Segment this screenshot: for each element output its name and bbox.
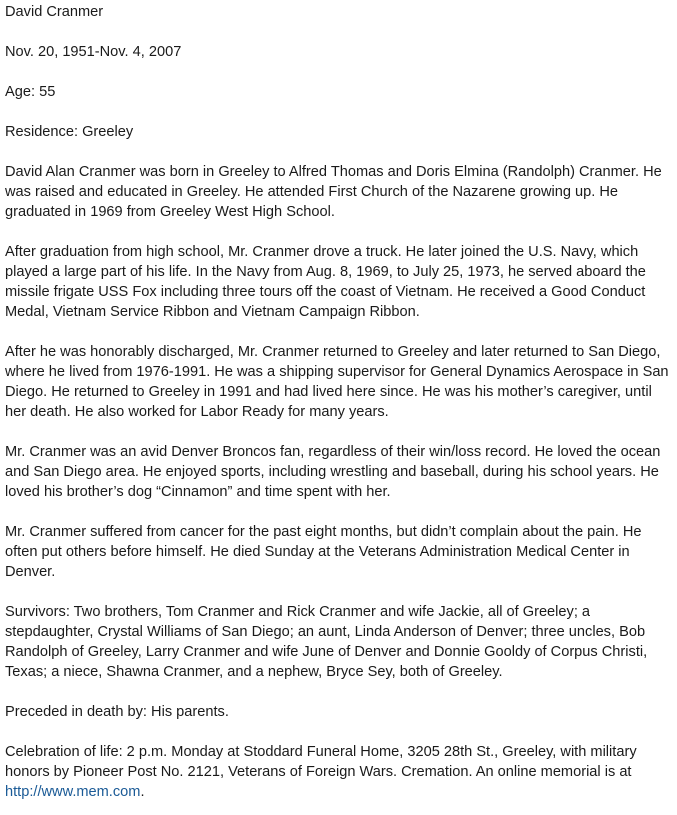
celebration-paragraph [5, 742, 672, 802]
navy-paragraph: After graduation from high school, Mr. Cranmer drove a truck. He later joined the U.S. Navy, which played a large part of his life. In the Navy from Aug. 8, 1969, to July 25, 1973, he served aboard the missile frigate USS Fox including three tours off the coast of Vietnam. He received a Good Conduct Medal, Vietnam Service Ribbon and Vietnam Campaign Ribbon. [5, 244, 646, 320]
interests-paragraph: Mr. Cranmer was an avid Denver Broncos fan, regardless of their win/loss record. He loved the ocean and San Diego area. He enjoyed sports, including wrestling and baseball, during his school years. He loved his brother’s dog “Cinnamon” and time spent with her. [5, 444, 661, 500]
age: Age: 55 [5, 84, 56, 100]
celebration-period: . [140, 784, 145, 800]
deceased-name: David Cranmer [5, 4, 104, 20]
biography-paragraph: David Alan Cranmer was born in Greeley to Alfred Thomas and Doris Elmina (Randolph) Cranmer. He was raised and educated in Greeley. He attended First Church of the Nazarene growing up. He graduated in 1969 from Greeley West High School. [5, 164, 662, 220]
memorial-link[interactable]: http://www.mem.com [5, 784, 141, 800]
preceded-paragraph: Preceded in death by: His parents. [5, 704, 229, 720]
career-paragraph: After he was honorably discharged, Mr. Cranmer returned to Greeley and later returned to San Diego, where he lived from 1976-1991. He was a shipping supervisor for General Dynamics Aerospace in San Diego. He returned to Greeley in 1991 and had lived here since. He was his mother’s caregiver, until her death. He also worked for Labor Ready for many years. [5, 344, 669, 420]
life-dates: Nov. 20, 1951-Nov. 4, 2007 [5, 44, 182, 60]
celebration-text: Celebration of life: 2 p.m. Monday at Stoddard Funeral Home, 3205 28th St., Greeley, with military honors by Pioneer Post No. 2121, Veterans of Foreign Wars. Cremation. An online memorial is at [5, 744, 637, 780]
survivors-paragraph: Survivors: Two brothers, Tom Cranmer and Rick Cranmer and wife Jackie, all of Greeley; a stepdaughter, Crystal Williams of San Diego; an aunt, Linda Anderson of Denver; three uncles, Bob Randolph of Greeley, Larry Cranmer and wife June of Denver and Donnie Gooldy of Corpus Christi, Texas; a niece, Shawna Cranmer, and a nephew, Bryce Sey, both of Greeley. [5, 604, 648, 680]
residence: Residence: Greeley [5, 124, 134, 140]
illness-paragraph: Mr. Cranmer suffered from cancer for the past eight months, but didn’t complain about the pain. He often put others before himself. He died Sunday at the Veterans Administration Medical Center in Denver. [5, 524, 642, 580]
